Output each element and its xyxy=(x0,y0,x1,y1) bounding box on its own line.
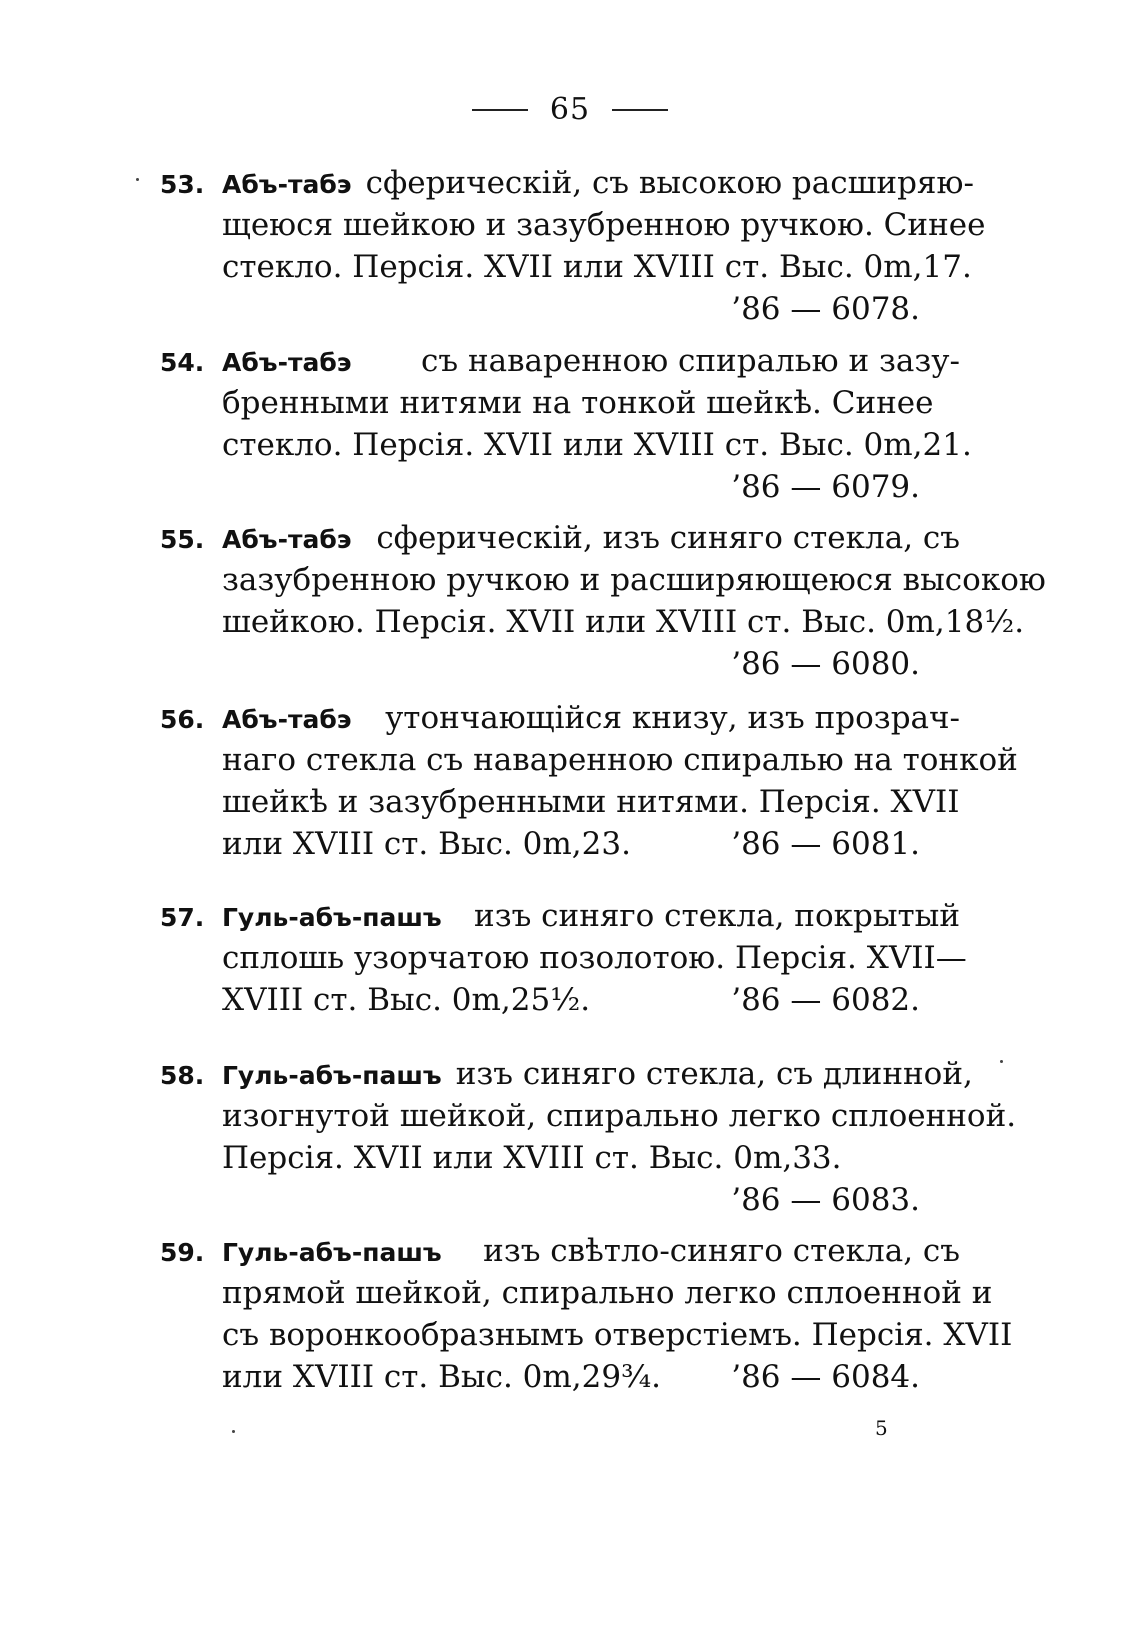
catalog-entry xyxy=(160,340,972,508)
entry-last-line xyxy=(160,979,960,1021)
entry-number: 53. xyxy=(160,170,205,199)
entry-text-line: зазубренною ручкою и расширяющеюся высокою xyxy=(222,562,1046,598)
entry-term: Абъ-табэ xyxy=(222,348,352,377)
entry-last-line xyxy=(160,1356,960,1398)
entry-text-line: или XVIII ст. Выс. 0m,29¾. xyxy=(222,1359,661,1395)
entry-text-line: изогнутой шейкой, спирально легко сплоенной. xyxy=(222,1098,1017,1134)
entry-text-line: сферическій, съ высокою расширяю- xyxy=(365,165,974,201)
catalog-entry xyxy=(160,1053,1017,1221)
entry-first-line xyxy=(160,895,960,937)
catalog-entry xyxy=(160,895,967,1021)
speck xyxy=(1000,1060,1003,1063)
entry-text-line: наго стекла съ навареннoю спиралью на тонкой xyxy=(222,742,1018,778)
entry-number: 59. xyxy=(160,1238,205,1267)
entry-number: 55. xyxy=(160,525,205,554)
entry-text-line: XVIII ст. Выс. 0m,25½. xyxy=(222,982,591,1018)
entry-last-line xyxy=(160,823,960,865)
speck xyxy=(136,178,139,181)
inventory-ref: ’86 — 6082. xyxy=(731,982,920,1018)
entry-text-line: щеюся шейкою и зазубренною ручкою. Синее xyxy=(222,207,986,243)
entry-text-line: изъ синяго стекла, съ длинной, xyxy=(455,1056,973,1092)
entry-text-line: изъ свѣтло-синяго стекла, съ xyxy=(483,1233,960,1269)
entry-text-line: стекло. Персія. XVII или XVIII ст. Выс. 0m,21. xyxy=(222,427,972,463)
entry-term: Гуль-абъ-пашъ xyxy=(222,1238,442,1267)
inventory-ref: ’86 — 6081. xyxy=(731,826,920,862)
entry-text-line: сплошь узорчатою позолотою. Персія. XVII— xyxy=(222,940,967,976)
entry-term: Абъ-табэ xyxy=(222,170,352,199)
entry-first-line xyxy=(160,1053,973,1095)
entry-text-line: стекло. Персія. XVII или XVIII ст. Выс. 0m,17. xyxy=(222,249,972,285)
entry-text-line: шейкою. Персія. XVII или XVIII ст. Выс. 0m,18½. xyxy=(222,604,1025,640)
entry-first-line xyxy=(160,1230,960,1272)
catalog-entry xyxy=(160,697,1018,865)
page-number: 65 xyxy=(549,92,591,127)
header-rule-left xyxy=(472,109,528,111)
entry-first-line xyxy=(160,517,960,559)
entry-text-line: утончающійся книзу, изъ прозрач- xyxy=(385,700,960,736)
entry-text-line: бренными нитями на тонкой шейкѣ. Синее xyxy=(222,385,934,421)
entry-first-line xyxy=(160,340,960,382)
inventory-ref: ’86 — 6083. xyxy=(731,1182,920,1218)
inventory-ref: ’86 — 6084. xyxy=(731,1359,920,1395)
catalog-entry xyxy=(160,517,1046,685)
entry-term: Гуль-абъ-пашъ xyxy=(222,1061,442,1090)
header-rule-right xyxy=(612,109,668,111)
entry-number: 54. xyxy=(160,348,205,377)
inventory-ref: ’86 — 6080. xyxy=(731,646,920,682)
entry-text-line: Персія. XVII или XVIII ст. Выс. 0m,33. xyxy=(222,1140,842,1176)
page-header xyxy=(0,92,1140,127)
signature-mark: 5 xyxy=(875,1416,888,1440)
entry-text-line: изъ синяго стекла, покрытый xyxy=(474,898,960,934)
entry-text-line: прямой шейкой, спирально легко сплоенной и xyxy=(222,1275,993,1311)
entry-term: Абъ-табэ xyxy=(222,525,352,554)
entry-number: 58. xyxy=(160,1061,205,1090)
speck xyxy=(232,1430,235,1433)
entry-text-line: сферическій, изъ синяго стекла, съ xyxy=(376,520,960,556)
entry-term: Гуль-абъ-пашъ xyxy=(222,903,442,932)
inventory-ref: ’86 — 6079. xyxy=(731,469,920,505)
catalog-entry xyxy=(160,1230,1013,1398)
entry-text-line: или XVIII ст. Выс. 0m,23. xyxy=(222,826,631,862)
entry-first-line xyxy=(160,162,974,204)
entry-number: 57. xyxy=(160,903,205,932)
entry-number: 56. xyxy=(160,705,205,734)
inventory-ref: ’86 — 6078. xyxy=(731,291,920,327)
entry-term: Абъ-табэ xyxy=(222,705,352,734)
catalog-entry xyxy=(160,162,986,330)
entry-first-line xyxy=(160,697,960,739)
entry-text-line: шейкѣ и зазубренными нитями. Персія. XVII xyxy=(222,784,960,820)
entry-text-line: съ навареннoю спиралью и зазу- xyxy=(421,343,960,379)
entry-text-line: съ воронкообразнымъ отверстіемъ. Персія. XVII xyxy=(222,1317,1013,1353)
